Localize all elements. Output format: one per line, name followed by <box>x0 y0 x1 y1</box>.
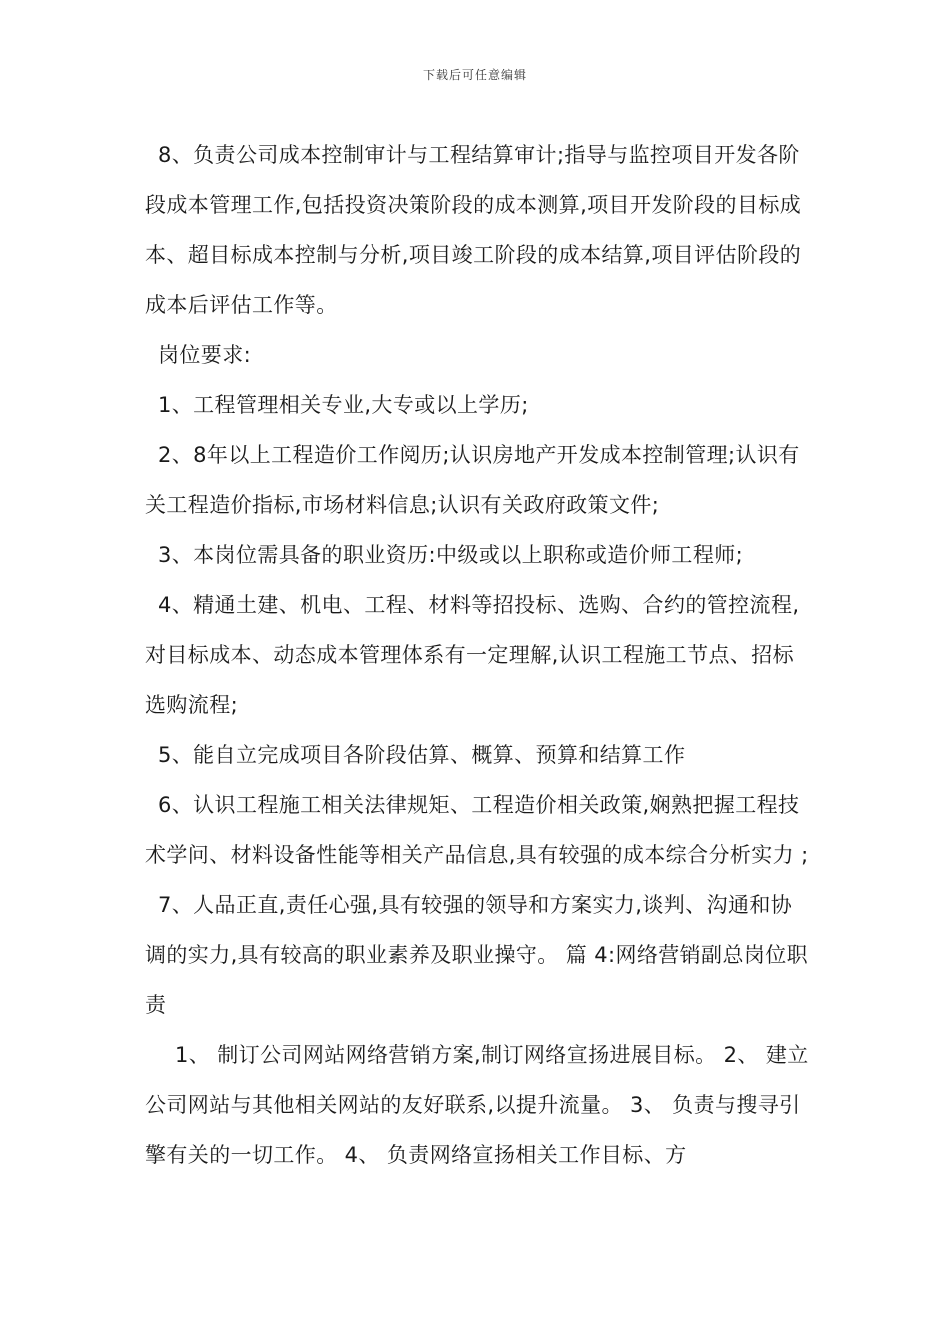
paragraph-requirement-2: 2、8年以上工程造价工作阅历;认识房地产开发成本控制管理;认识有关工程造价指标,市场材料信息;认识有关政府政策文件; <box>145 443 800 517</box>
paragraph-requirement-4: 4、精通土建、机电、工程、材料等招投标、选购、合约的管控流程,对目标成本、动态成本管理体系有一定理解,认识工程施工节点、招标选购流程; <box>145 593 800 717</box>
paragraph-requirement-1: 1、工程管理相关专业,大专或以上学历; <box>158 393 529 417</box>
paragraph-requirement-3: 3、本岗位需具备的职业资历:中级或以上职称或造价师工程师; <box>158 543 744 567</box>
paragraph-requirement-6: 6、认识工程施工相关法律规矩、工程造价相关政策,娴熟把握工程技术学问、材料设备性能等相关产品信息,具有较强的成本综合分析实力 ; <box>145 793 809 867</box>
paragraph-network-marketing-duties: 1、 制订公司网站网络营销方案,制订网络宣扬进展目标。 2、 建立公司网站与其他相关网站的友好联系,以提升流量。 3、 负责与搜寻引擎有关的一切工作。 4、 负责网络宣扬相关工作目标、方 <box>145 1043 809 1167</box>
paragraph-requirements-heading: 岗位要求: <box>158 343 252 367</box>
paragraph-requirement-7: 7、人品正直,责任心强,具有较强的领导和方案实力,谈判、沟通和协调的实力,具有较高的职业素养及职业操守。 篇 4:网络营销副总岗位职责 <box>145 893 809 1017</box>
paragraph-duty-8: 8、负责公司成本控制审计与工程结算审计;指导与监控项目开发各阶段成本管理工作,包括投资决策阶段的成本测算,项目开发阶段的目标成本、超目标成本控制与分析,项目竣工阶段的成本结算,项目评估阶段的成本后评估工作等。 <box>145 143 802 317</box>
paragraph-requirement-5: 5、能自立完成项目各阶段估算、概算、预算和结算工作 <box>158 743 686 767</box>
document-body <box>145 130 810 1180</box>
page-header-note: 下载后可任意编辑 <box>422 68 527 82</box>
